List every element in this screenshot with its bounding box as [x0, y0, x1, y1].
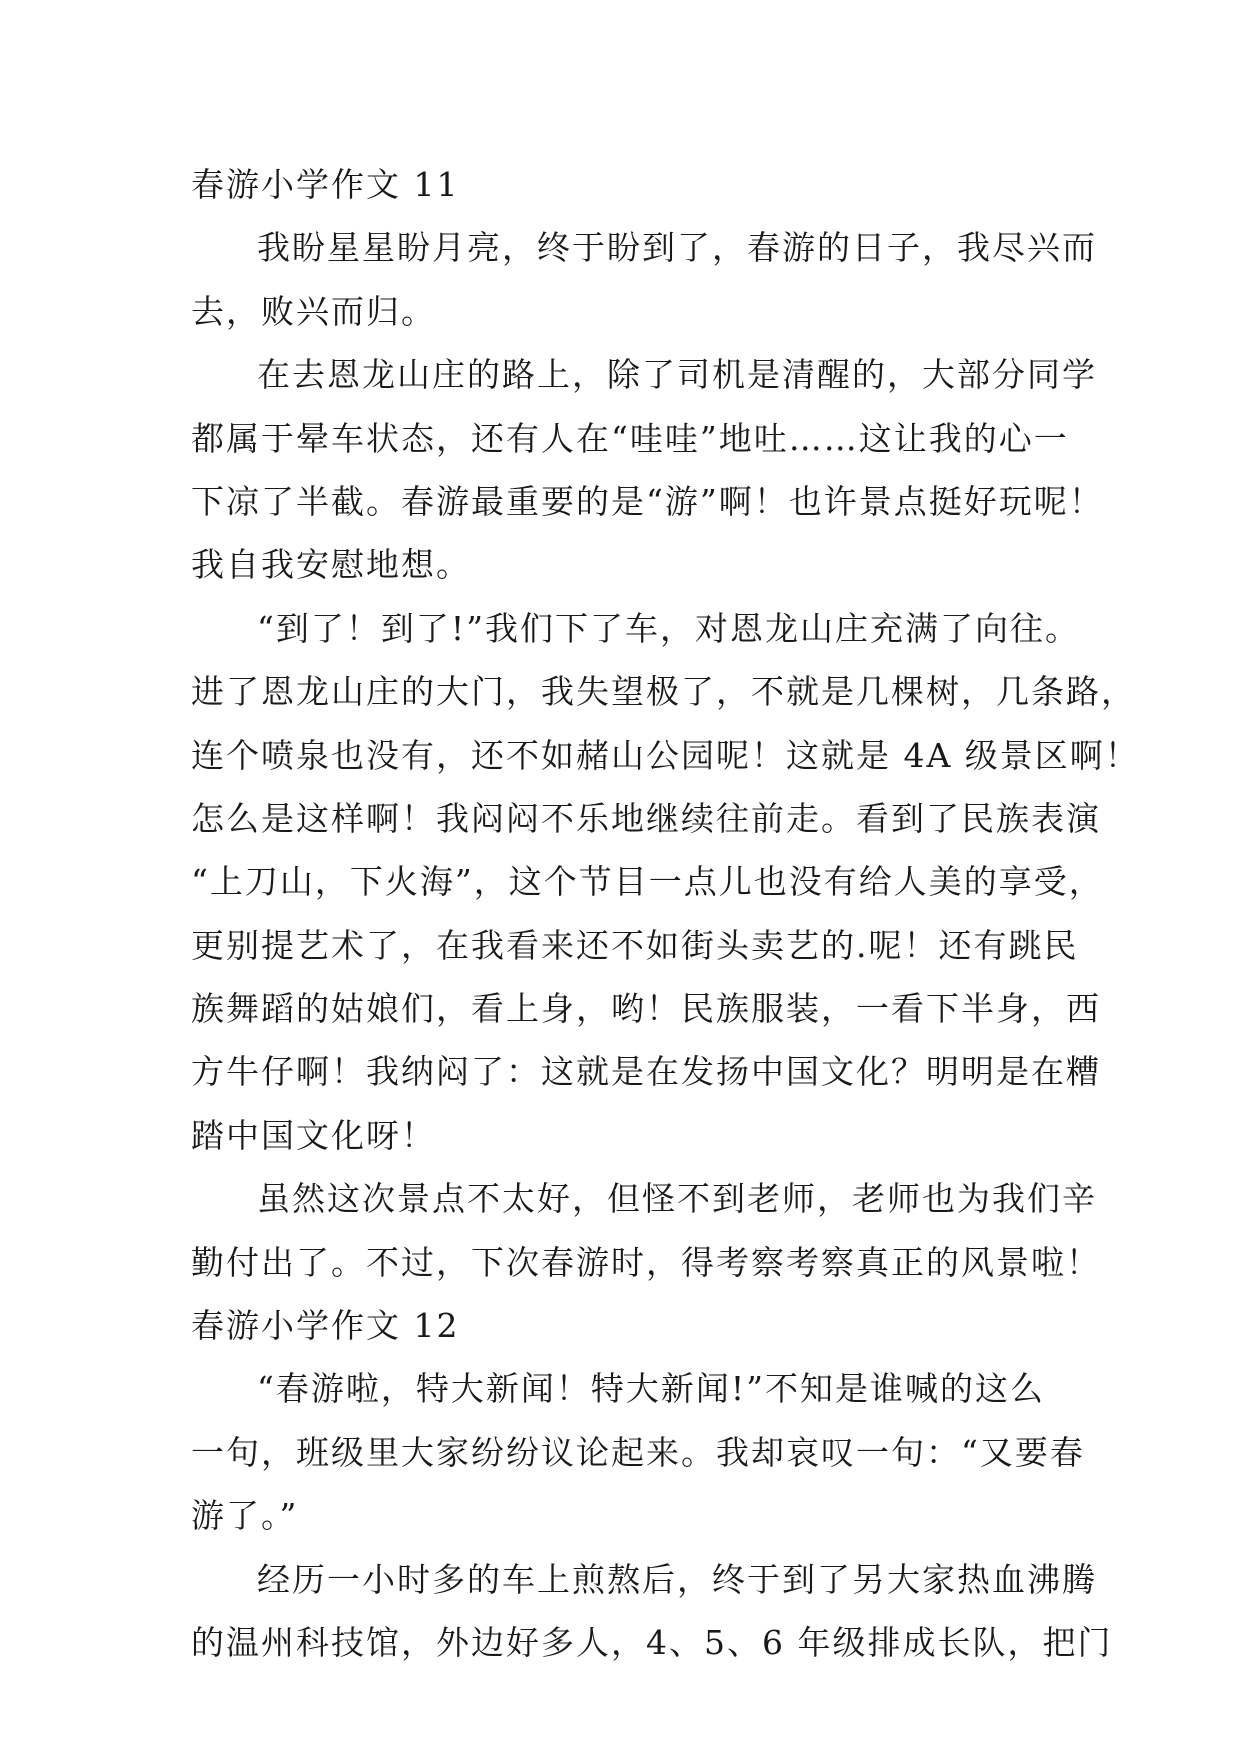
text-line: “春游啦，特大新闻！特大新闻!”不知是谁喊的这么: [257, 1369, 1046, 1409]
text-line: 怎么是这样啊！我闷闷不乐地继续往前走。看到了民族表演: [191, 798, 1101, 838]
text-line: 在去恩龙山庄的路上，除了司机是清醒的，大部分同学: [257, 355, 1097, 395]
text-line: 经历一小时多的车上煎熬后，终于到了另大家热血沸腾: [257, 1559, 1097, 1599]
text-line: “到了！到了!”我们下了车，对恩龙山庄充满了向往。: [257, 608, 1081, 648]
text-line: 勤付出了。不过，下次春游时，得考察考察真正的风景啦！: [191, 1242, 1101, 1282]
text-line: 族舞蹈的姑娘们，看上身，哟！民族服装，一看下半身，西: [191, 989, 1101, 1029]
document-body: [191, 153, 1140, 1674]
text-line: 虽然这次景点不太好，但怪不到老师，老师也为我们辛: [257, 1179, 1097, 1219]
heading-line: 春游小学作文 12: [191, 1306, 460, 1346]
text-line: 进了恩龙山庄的大门，我失望极了，不就是几棵树，几条路，: [191, 672, 1136, 712]
heading-line: 春游小学作文 11: [191, 165, 460, 204]
text-line: 下凉了半截。春游最重要的是“游”啊！也许景点挺好玩呢！: [191, 481, 1104, 521]
text-line: 都属于晕车状态，还有人在“哇哇”地吐……这让我的心一: [191, 418, 1069, 458]
text-line: 的温州科技馆，外边好多人，4、5、6 年级排成长队，把门: [191, 1622, 1113, 1662]
text-line: 更别提艺术了，在我看来还不如街头卖艺的.呢！还有跳民: [191, 925, 1079, 965]
text-line: “上刀山，下火海”，这个节目一点儿也没有给人美的享受，: [191, 862, 1104, 902]
text-line: 我盼星星盼月亮，终于盼到了，春游的日子，我尽兴而: [257, 228, 1097, 268]
text-line: 踏中国文化呀！: [191, 1115, 436, 1155]
text-line: 方牛仔啊！我纳闷了：这就是在发扬中国文化？明明是在糟: [191, 1052, 1101, 1092]
text-line: 游了。”: [191, 1496, 299, 1536]
text-line: 我自我安慰地想。: [191, 545, 471, 585]
text-line: 去，败兴而归。: [191, 291, 436, 331]
text-line: 一句，班级里大家纷纷议论起来。我却哀叹一句：“又要春: [191, 1432, 1085, 1472]
text-line: 连个喷泉也没有，还不如赭山公园呢！这就是 4A 级景区啊！: [191, 735, 1140, 775]
